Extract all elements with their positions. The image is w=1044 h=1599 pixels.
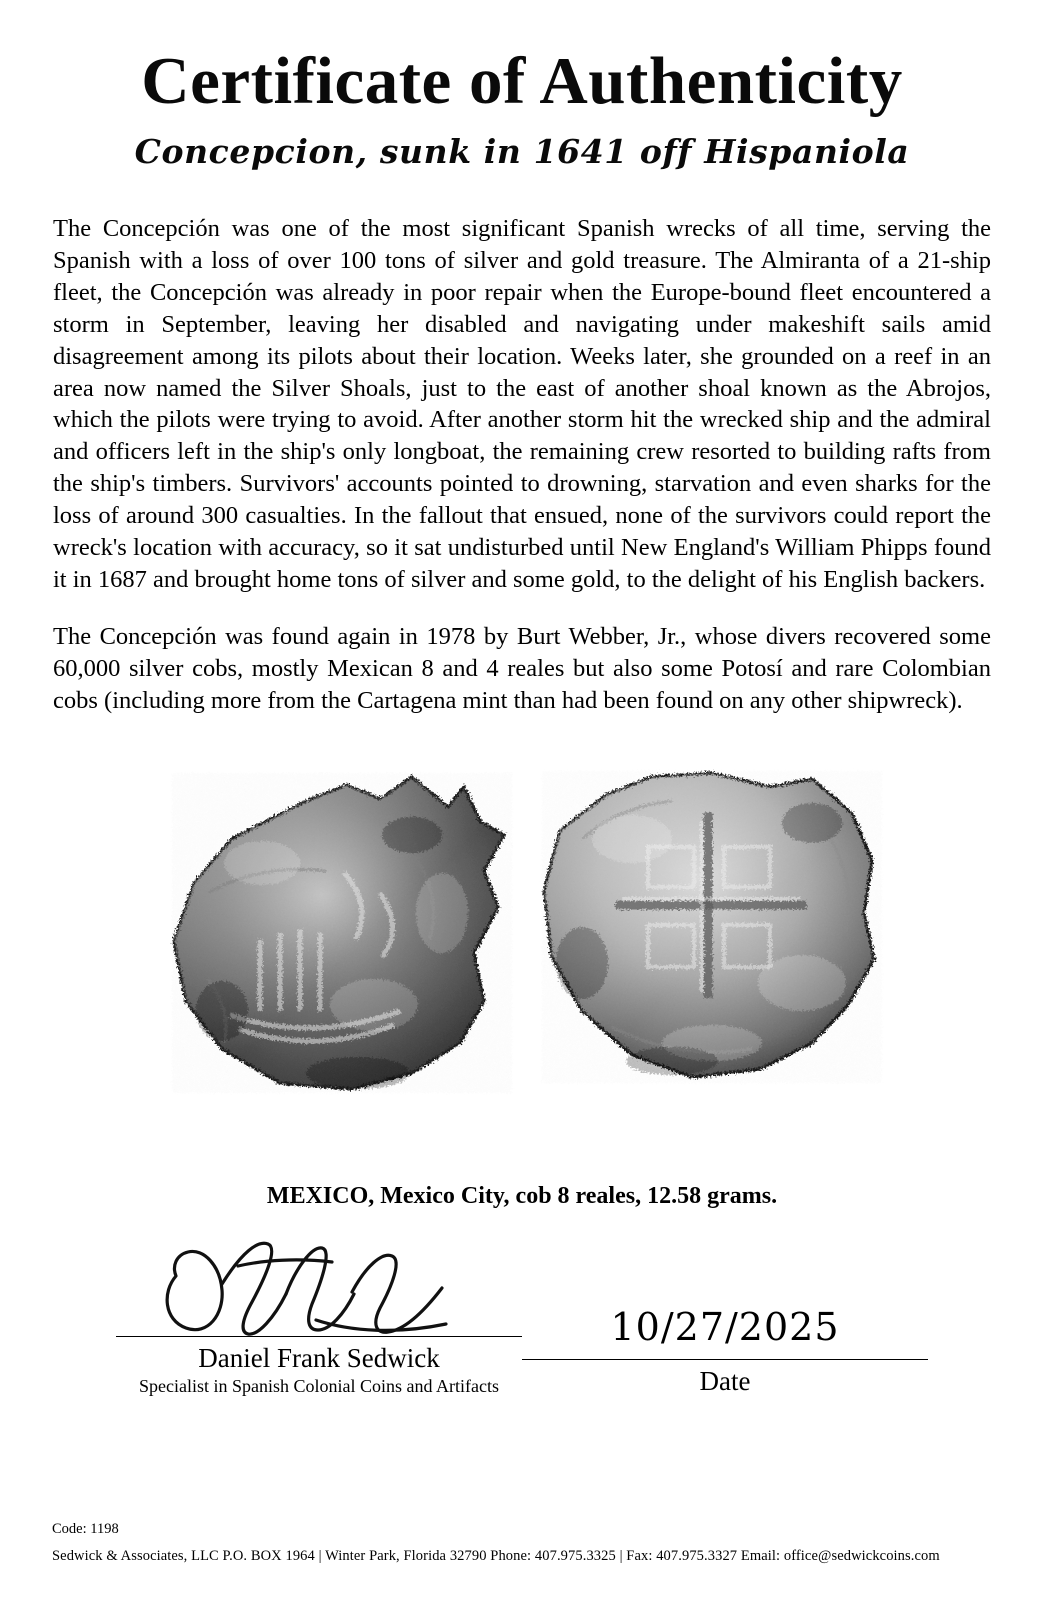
footer bbox=[48, 1521, 996, 1565]
company-address: Sedwick & Associates, LLC P.O. BOX 1964 | Winter Park, Florida 32790 Phone: 407.975.3325 | Fax: 407.975.3327 Email: office@sedwickcoins.com bbox=[52, 1548, 940, 1564]
date-line bbox=[522, 1359, 928, 1360]
date-column bbox=[522, 1263, 928, 1397]
coin-caption: MEXICO, Mexico City, cob 8 reales, 12.58 grams. bbox=[266, 1183, 778, 1209]
page-subtitle: Concepcion, sunk in 1641 off Hispaniola bbox=[134, 132, 910, 172]
paragraph-1: The Concepción was one of the most significant Spanish wrecks of all time, serving the Spanish with a loss of over 100 tons of silver and gold treasure. The Almiranta of a 21-ship fleet, the Concepción was already in poor repair when the Europe-bound fleet encountered a storm in September, leaving her disabled and navigating under makeshift sails amid disagreement among its pilots about their location. Weeks later, she grounded on a reef in an area now named the Silver Shoals, just to the east of another shoal known as the Abrojos, which the pilots were trying to avoid. After another storm hit the wrecked ship and the admiral and officers left in the ship's only longboat, the remaining crew resorted to building rafts from the ship's timbers. Survivors' accounts pointed to drowning, starvation and even sharks for the loss of around 300 casualties. In the fallout that ensued, none of the survivors could report the wreck's location with accuracy, so it sat undisturbed until New England's William Phipps found it in 1687 and brought home tons of silver and some gold, to the delight of his English backers. bbox=[53, 215, 991, 593]
signature-column bbox=[116, 1240, 522, 1397]
signatory-role: Specialist in Spanish Colonial Coins and Artifacts bbox=[139, 1376, 499, 1396]
coin-images bbox=[112, 743, 932, 1163]
handwritten-signature bbox=[116, 1240, 522, 1336]
coin-photograph bbox=[48, 743, 996, 1173]
signature-area bbox=[48, 1240, 996, 1397]
certificate-code: Code: 1198 bbox=[52, 1521, 119, 1537]
date-label: Date bbox=[699, 1366, 751, 1396]
coin-obverse bbox=[172, 773, 512, 1093]
body-text bbox=[48, 213, 996, 717]
coin-reverse bbox=[542, 771, 882, 1083]
date-value: 10/27/2025 bbox=[610, 1305, 840, 1349]
page-title: Certificate of Authenticity bbox=[141, 44, 903, 118]
paragraph-2: The Concepción was found again in 1978 by Burt Webber, Jr., whose divers recovered some 60,000 silver cobs, mostly Mexican 8 and 4 reales but also some Potosí and rare Colombian cobs (including more from the Cartagena mint than had been found on any other shipwreck). bbox=[53, 623, 991, 715]
signatory-name: Daniel Frank Sedwick bbox=[198, 1343, 440, 1373]
signature-strokes bbox=[146, 1232, 476, 1342]
